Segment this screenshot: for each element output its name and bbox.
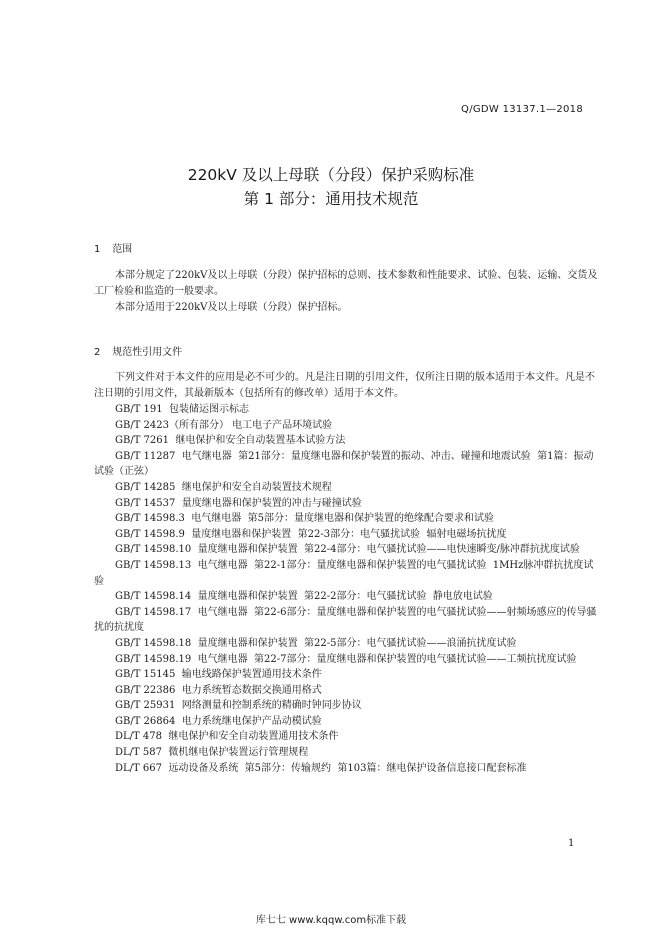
- section-heading-normative-references: [94, 343, 182, 358]
- reference-item: GB/T 14598.19 电气继电器 第22-7部分：量度继电器和保护装置的电气骚扰试验——工频抗扰度试验: [115, 653, 577, 665]
- section-number: 1: [94, 244, 101, 255]
- reference-list: [94, 402, 598, 776]
- reference-item: GB/T 11287 电气继电器 第21部分：量度继电器和保护装置的振动、冲击、碰撞和地震试验 第1篇：振动试验（正弦）: [94, 450, 594, 478]
- reference-item: GB/T 25931 网络测量和控制系统的精确时钟同步协议: [115, 700, 362, 712]
- paragraph: 本部分适用于220kV及以上母联（分段）保护招标。: [115, 302, 348, 313]
- paragraph: 下列文件对于本文件的应用是必不可少的。凡是注日期的引用文件，仅所注日期的版本适用于本文件。凡是不注日期的引用文件，其最新版本（包括所有的修改单）适用于本文件。: [94, 372, 595, 399]
- footer-watermark: 库七七 www.kqqw.com标准下载: [255, 915, 407, 926]
- reference-item: GB/T 14598.9 量度继电器和保护装置 第22-3部分：电气骚扰试验 辐射电磁场抗扰度: [115, 528, 507, 540]
- section-title: 规范性引用文件: [112, 347, 183, 358]
- scope-body: [94, 268, 598, 316]
- reference-item: GB/T 191 包装储运图示标志: [115, 404, 249, 415]
- standard-code: Q/GDW 13137.1—2018: [461, 104, 583, 115]
- reference-item: DL/T 667 远动设备及系统 第5部分：传输规约 第103篇：继电保护设备信息接口配套标准: [115, 762, 527, 774]
- reference-item: GB/T 14598.3 电气继电器 第5部分：量度继电器和保护装置的绝缘配合要求和试验: [115, 513, 494, 525]
- reference-item: GB/T 14598.10 量度继电器和保护装置 第22-4部分：电气骚扰试验——电快速瞬变/脉冲群抗扰度试验: [115, 544, 580, 556]
- reference-item: DL/T 478 继电保护和安全自动装置通用技术条件: [115, 731, 339, 743]
- reference-item: GB/T 14598.13 电气继电器 第22-1部分：量度继电器和保护装置的电气骚扰试验 1MHz脉冲群抗扰度试验: [94, 559, 594, 587]
- paragraph: 本部分规定了220kV及以上母联（分段）保护招标的总则、技术参数和性能要求、试验、包装、运输、交货及工厂检验和监造的一般要求。: [94, 270, 598, 297]
- references-body: [94, 370, 598, 776]
- document-subtitle: 第 1 部分：通用技术规范: [243, 190, 419, 208]
- section-title: 范围: [112, 244, 133, 255]
- reference-item: GB/T 14598.18 量度继电器和保护装置 第22-5部分：电气骚扰试验——浪涌抗扰度试验: [115, 637, 517, 649]
- reference-item: GB/T 14285 继电保护和安全自动装置技术规程: [115, 481, 332, 493]
- reference-item: GB/T 22386 电力系统暂态数据交换通用格式: [115, 684, 322, 696]
- section-heading-scope: [94, 240, 132, 255]
- page-number: 1: [568, 838, 575, 849]
- section-number: 2: [94, 347, 101, 358]
- reference-item: GB/T 2423（所有部分） 电工电子产品环境试验: [115, 419, 333, 431]
- reference-item: GB/T 7261 继电保护和安全自动装置基本试验方法: [115, 435, 346, 447]
- reference-item: GB/T 15145 输电线路保护装置通用技术条件: [115, 669, 322, 681]
- reference-item: GB/T 14598.14 量度继电器和保护装置 第22-2部分：电气骚扰试验 静电放电试验: [115, 591, 493, 603]
- reference-item: GB/T 26864 电力系统继电保护产品动模试验: [115, 715, 322, 727]
- reference-item: GB/T 14537 量度继电器和保护装置的冲击与碰撞试验: [115, 497, 362, 509]
- document-title: 220kV 及以上母联（分段）保护采购标准: [187, 166, 475, 184]
- reference-item: DL/T 587 微机继电保护装置运行管理规程: [115, 747, 309, 759]
- reference-item: GB/T 14598.17 电气继电器 第22-6部分：量度继电器和保护装置的电气骚扰试验——射频场感应的传导骚扰的抗扰度: [94, 606, 597, 634]
